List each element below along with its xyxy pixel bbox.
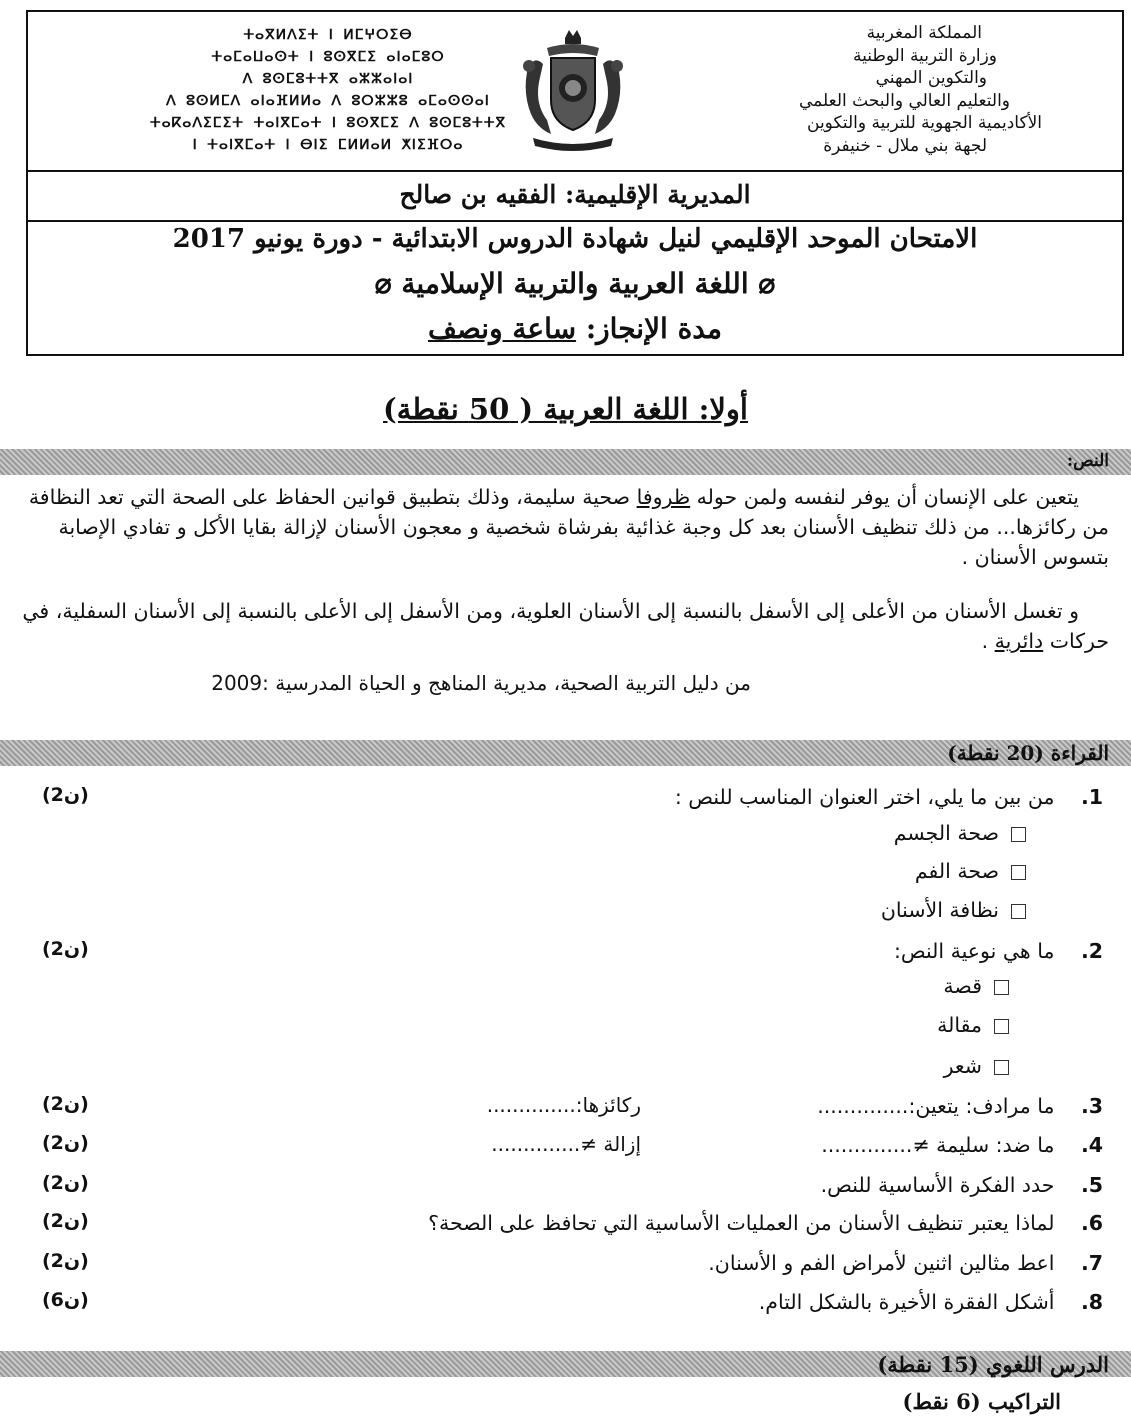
checkbox-icon[interactable] xyxy=(994,1019,1009,1034)
question-text: اعط مثالين اثنين لأمراض الفم و الأسنان. xyxy=(708,1251,1055,1275)
paragraph-text: صحية سليمة، وذلك بتطبيق قوانين الحفاظ على الصحة التي تعد النظافة من ركائزها... من ذلك تنظيف الأسنان بعد كل وجبة غذائية بفرشاة شخصية و معجون الأسنان لإزالة بقايا الأكل و تفادي الإصابة بتسوس الأسنان . xyxy=(28,485,1109,569)
option-label: صحة الجسم xyxy=(893,821,999,845)
subject-mark-icon: ⌀ xyxy=(374,267,392,300)
subject-mark-icon: ⌀ xyxy=(758,267,776,300)
reading-section-bar xyxy=(0,740,1131,766)
language-section-bar xyxy=(0,1351,1131,1377)
option-label: مقالة xyxy=(937,1013,982,1037)
answer-blank[interactable]: .............. xyxy=(821,1133,913,1157)
question-number: 5. xyxy=(1080,1173,1103,1197)
ministry-line: لجهة بني ملال - خنيفرة xyxy=(823,135,987,156)
question-number: 2. xyxy=(1080,939,1103,963)
option-item[interactable] xyxy=(943,974,1009,998)
tifinagh-line: ⴷ ⵓⵙⵎⵓⵜⵜⴳ ⴰⵣⵣⴰⵏⴰⵏ xyxy=(242,71,414,87)
ministry-arabic-block xyxy=(642,22,1042,157)
question-text: ما ضد: سليمة ≠ xyxy=(912,1133,1055,1157)
subject-line xyxy=(28,267,1122,300)
question-text: ركائزها: xyxy=(575,1093,641,1117)
option-label: قصة xyxy=(943,974,982,998)
option-label: نظافة الأسنان xyxy=(880,898,999,922)
question-number: 4. xyxy=(1080,1133,1103,1157)
option-label: شعر xyxy=(943,1054,982,1078)
answer-blank[interactable]: .............. xyxy=(486,1093,576,1117)
question-4 xyxy=(821,1132,1103,1158)
moroccan-emblem-icon xyxy=(513,24,633,154)
question-points: (2ن) xyxy=(42,1250,89,1272)
text-paragraph-2 xyxy=(21,596,1109,656)
text-paragraph-1 xyxy=(21,482,1109,572)
question-number: 1. xyxy=(1080,785,1103,809)
paragraph-text: يتعين على الإنسان أن يوفر لنفسه ولمن حوله xyxy=(690,485,1079,509)
directorate-row xyxy=(28,170,1122,222)
option-item[interactable] xyxy=(937,1013,1009,1037)
question-points: (2ن) xyxy=(42,1172,89,1194)
ministry-header xyxy=(28,12,1122,172)
checkbox-icon[interactable] xyxy=(1011,827,1026,842)
question-6 xyxy=(428,1210,1103,1236)
tifinagh-line: ⴷ ⵓⵙⵍⵎⴷ ⴰⵏⴰⴼⵍⵍⴰ ⴷ ⵓⵔⵣⵣⵓ ⴰⵎⴰⵙⵙⴰⵏ xyxy=(166,93,490,109)
question-text: من بين ما يلي، اختر العنوان المناسب للنص : xyxy=(674,785,1055,809)
question-2 xyxy=(894,938,1103,964)
underlined-word: ظروفا xyxy=(636,485,691,509)
ministry-line: الأكاديمية الجهوية للتربية والتكوين xyxy=(807,113,1042,133)
question-points: (2ن) xyxy=(42,1132,89,1154)
question-text: ما مرادف: يتعين: xyxy=(908,1094,1055,1118)
question-text: إزالة ≠ xyxy=(580,1132,641,1156)
duration-line xyxy=(28,312,1122,345)
reading-section-label: القراءة (20 نقطة) xyxy=(947,741,1109,765)
question-7 xyxy=(708,1250,1103,1276)
option-item[interactable] xyxy=(915,859,1026,883)
checkbox-icon[interactable] xyxy=(994,980,1009,995)
question-3-second xyxy=(487,1093,641,1117)
question-points: (2ن) xyxy=(42,938,89,960)
exam-header xyxy=(26,10,1124,356)
ministry-line: والتكوين المهني xyxy=(875,68,987,88)
ministry-line: المملكة المغربية xyxy=(866,23,982,43)
option-item[interactable] xyxy=(881,898,1026,922)
question-text: لماذا يعتبر تنظيف الأسنان من العمليات الأساسية التي تحافظ على الصحة؟ xyxy=(428,1211,1055,1235)
question-points: (2ن) xyxy=(42,1093,89,1115)
option-label: صحة الفم xyxy=(914,859,999,883)
paragraph-text: . xyxy=(981,629,995,653)
paragraph-text: و تغسل الأسنان من الأعلى إلى الأسفل بالنسبة إلى الأسنان العلوية، ومن الأسفل إلى الأعلى بالنسبة إلى الأسنان السفلية، في حركات xyxy=(22,599,1109,653)
checkbox-icon[interactable] xyxy=(994,1060,1009,1075)
tifinagh-line: ⵜⴰⵎⴰⵡⴰⵙⵜ ⵏ ⵓⵙⴳⵎⵉ ⴰⵏⴰⵎⵓⵔ xyxy=(211,49,445,65)
question-1 xyxy=(675,784,1103,810)
question-text: حدد الفكرة الأساسية للنص. xyxy=(820,1173,1055,1197)
question-text: ما هي نوعية النص: xyxy=(893,939,1055,963)
question-number: 3. xyxy=(1080,1094,1103,1118)
checkbox-icon[interactable] xyxy=(1011,904,1026,919)
tifinagh-line: ⵜⴰⴽⴰⴷⵉⵎⵉⵜ ⵜⴰⵏⴳⵎⴰⵜ ⵏ ⵓⵙⴳⵎⵉ ⴷ ⵓⵙⵎⵓⵜⵜⴳ xyxy=(149,115,507,131)
tifinagh-line: ⵜⴰⴳⵍⴷⵉⵜ ⵏ ⵍⵎⵖⵔⵉⴱ xyxy=(243,27,413,43)
answer-blank[interactable]: .............. xyxy=(491,1132,581,1156)
subject-title: اللغة العربية والتربية الإسلامية xyxy=(401,267,749,300)
question-points: (6ن) xyxy=(42,1289,89,1311)
question-number: 6. xyxy=(1080,1211,1103,1235)
ministry-line: وزارة التربية الوطنية xyxy=(852,45,997,66)
checkbox-icon[interactable] xyxy=(1011,865,1026,880)
duration-value: ساعة ونصف xyxy=(428,312,577,345)
language-section-label: الدرس اللغوي (15 نقطة) xyxy=(877,1352,1109,1377)
question-3 xyxy=(817,1093,1103,1119)
text-source: من دليل التربية الصحية، مديرية المناهج و الحياة المدرسية :2009 xyxy=(211,671,751,695)
directorate-title: المديرية الإقليمية: الفقيه بن صالح xyxy=(399,180,751,209)
option-item[interactable] xyxy=(944,1054,1009,1078)
text-section-bar xyxy=(0,449,1131,475)
duration-label: مدة الإنجاز: xyxy=(585,312,722,345)
section-title: أولا: اللغة العربية ( 50 نقطة) xyxy=(383,392,748,426)
question-number: 7. xyxy=(1080,1251,1103,1275)
exam-title: الامتحان الموحد الإقليمي لنيل شهادة الدروس الابتدائية - دورة يونيو 2017 xyxy=(172,224,978,254)
sub-section-label: التراكيب (6 نقط) xyxy=(902,1389,1061,1414)
underlined-word: دائرية xyxy=(994,629,1044,653)
question-text: أشكل الفقرة الأخيرة بالشكل التام. xyxy=(758,1290,1055,1314)
ministry-line: والتعليم العالي والبحث العلمي xyxy=(799,90,1010,111)
option-item[interactable] xyxy=(894,821,1026,845)
question-4-second xyxy=(491,1132,641,1156)
question-number: 8. xyxy=(1080,1290,1103,1314)
question-points: (2ن) xyxy=(42,1210,89,1232)
ministry-tifinagh-block xyxy=(128,24,528,156)
question-points: (2ن) xyxy=(42,784,89,806)
answer-blank[interactable]: .............. xyxy=(817,1094,909,1118)
question-5 xyxy=(821,1172,1103,1198)
text-section-label: النص: xyxy=(1066,451,1109,471)
question-8 xyxy=(759,1289,1103,1315)
tifinagh-line: ⵏ ⵜⴰⵏⴳⵎⴰⵜ ⵏ ⴱⵏⵉ ⵎⵍⵍⴰⵍ ⵅⵏⵉⴼⵔⴰ xyxy=(192,137,464,153)
